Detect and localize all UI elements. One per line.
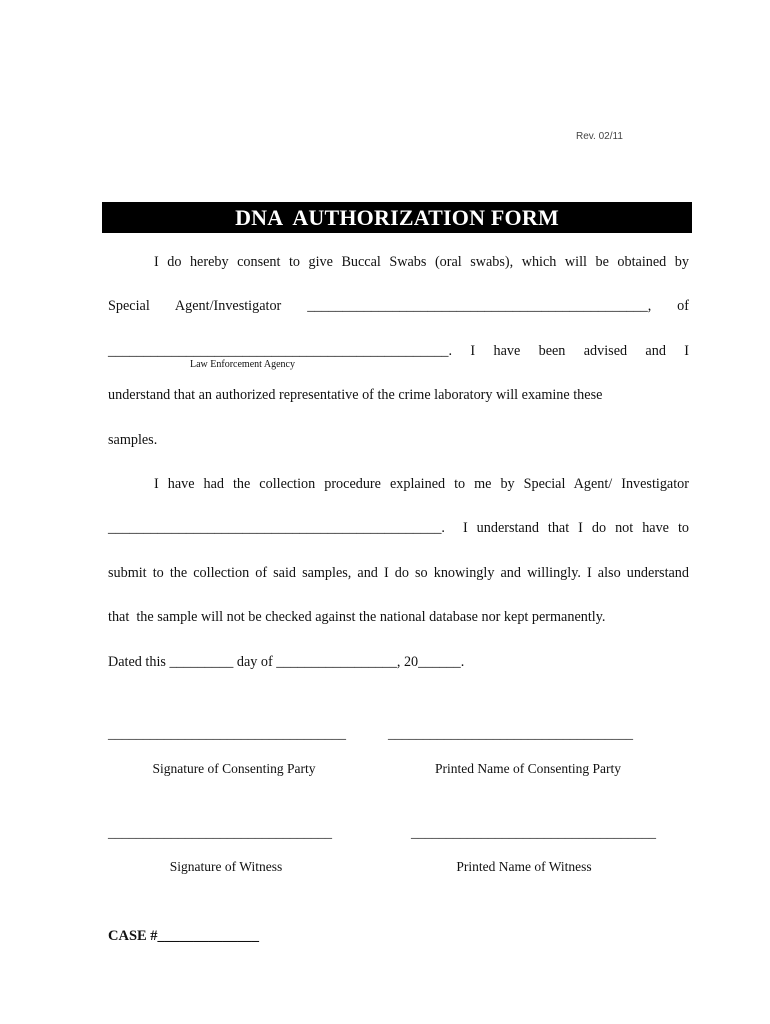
consent-paragraph-line-5: samples. [108, 432, 158, 448]
agent-name-line[interactable]: Special Agent/Investigator ________________________________________________, of [108, 298, 689, 314]
form-title: DNA AUTHORIZATION FORM [102, 202, 692, 233]
agency-line[interactable]: ________________________________________________. I have been advised and I [108, 343, 689, 359]
consent-paragraph-line-4: understand that an authorized representative of the crime laboratory will examine these [108, 387, 603, 403]
procedure-paragraph-line-1: I have had the collection procedure explained to me by Special Agent/ Investigator [154, 476, 689, 492]
case-number-field[interactable]: CASE #______________ [108, 928, 260, 944]
witness-printed-name-line[interactable]: ___________________________________ [411, 826, 656, 841]
agency-field-label: Law Enforcement Agency [190, 359, 295, 370]
witness-printed-name-label: Printed Name of Witness [456, 859, 592, 874]
consenting-signature-line[interactable]: __________________________________ [108, 727, 346, 742]
consenting-printed-name-line[interactable]: ___________________________________ [388, 727, 633, 742]
consent-paragraph-line-1: I do hereby consent to give Buccal Swabs (oral swabs), which will be obtained by [154, 254, 689, 270]
procedure-paragraph-line-3: submit to the collection of said samples, and I do so knowingly and willingly. I also understand [108, 565, 689, 581]
procedure-paragraph-line-4: that the sample will not be checked against the national database nor kept permanently. [108, 609, 606, 625]
investigator-name-line[interactable]: _______________________________________________. I understand that I do not have to [108, 520, 689, 536]
consenting-signature-label: Signature of Consenting Party [152, 761, 316, 776]
dated-line[interactable]: Dated this _________ day of _________________, 20______. [108, 654, 465, 670]
witness-signature-label: Signature of Witness [169, 859, 283, 874]
witness-signature-line[interactable]: ________________________________ [108, 826, 332, 841]
consenting-printed-name-label: Printed Name of Consenting Party [435, 761, 621, 776]
revision-label: Rev. 02/11 [576, 131, 623, 142]
